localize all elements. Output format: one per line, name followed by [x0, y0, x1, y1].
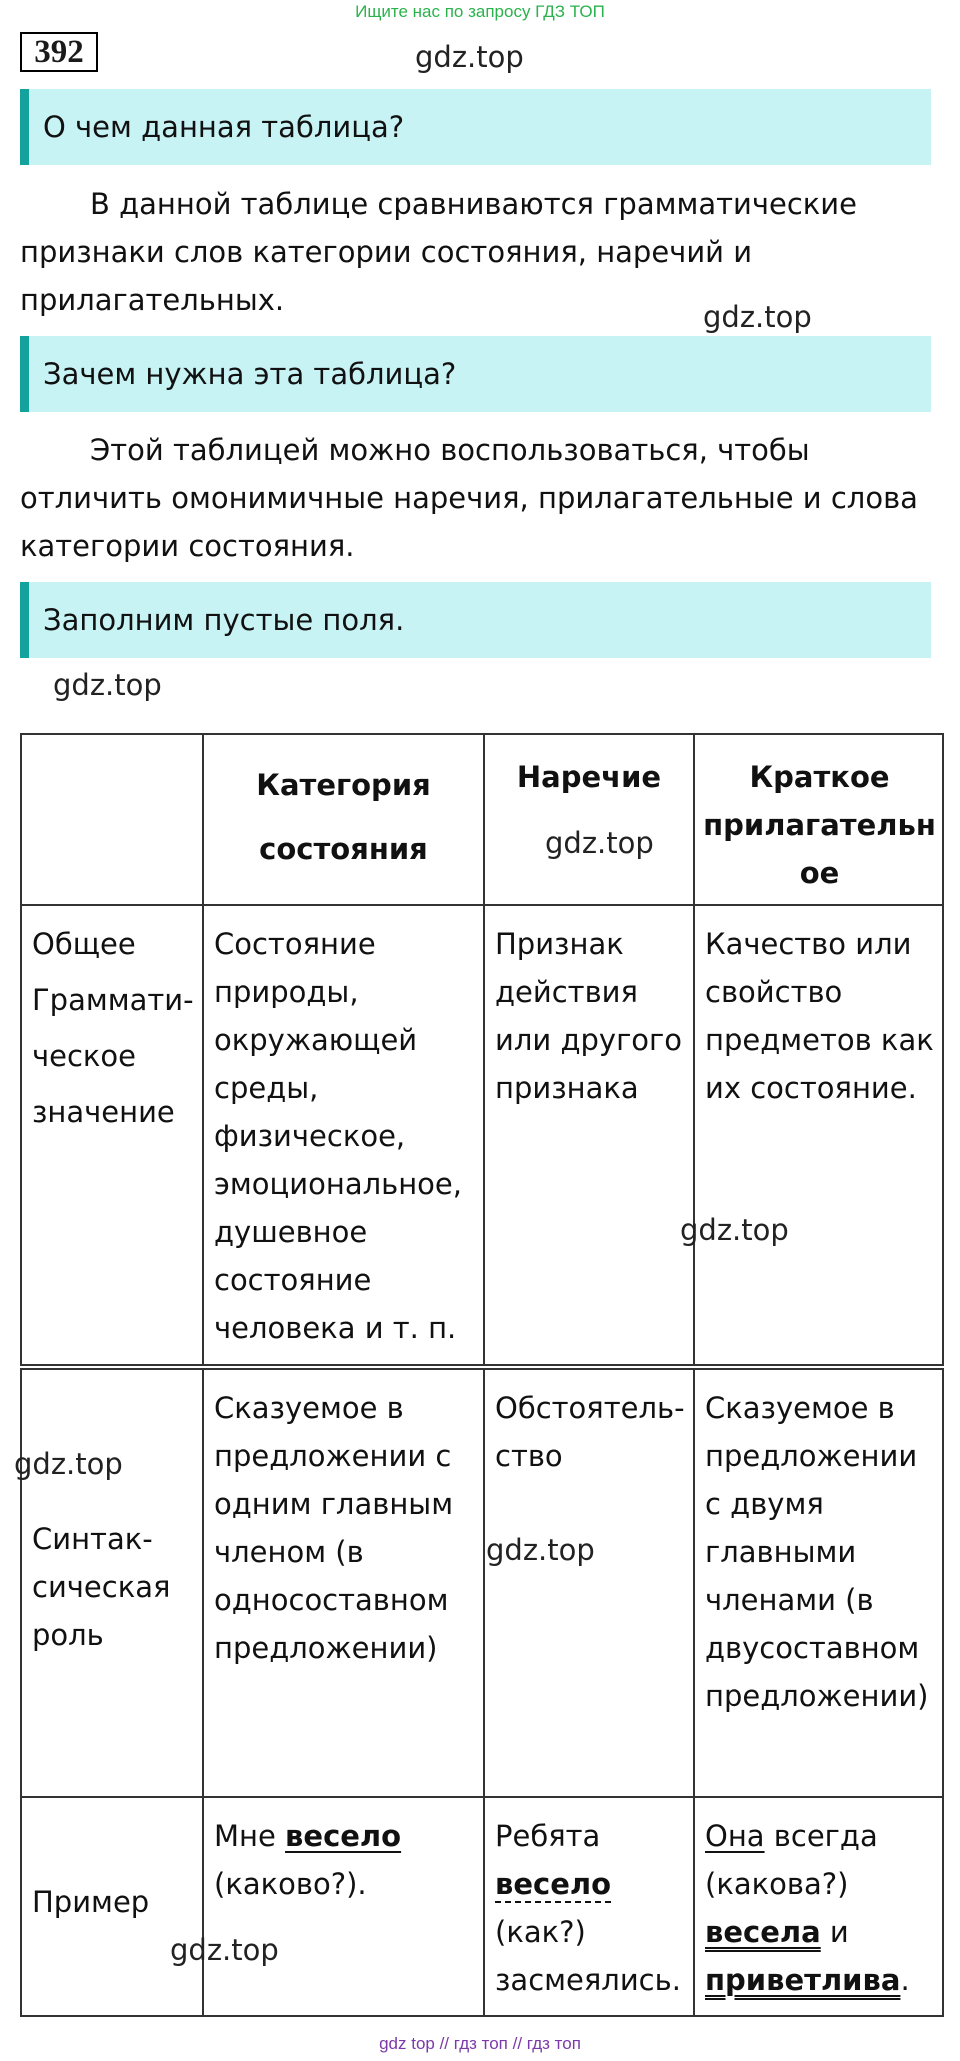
- row-label-example: Пример: [32, 1885, 150, 1919]
- header-short-adjective: Краткое прилагательн ое: [703, 760, 936, 890]
- row-label-meaning: Общее Граммати-ческое значение: [32, 927, 194, 1129]
- watermark: gdz.top: [680, 1213, 789, 1247]
- header-category-of-state: Категория состояния: [256, 768, 431, 866]
- table-row-syntax: [20, 1368, 944, 1798]
- cell-example-adverb: Ребята весело (как?) засмеялись.: [495, 1819, 681, 1997]
- question-banner-1: О чем данная таблица?: [20, 89, 931, 165]
- cell-syntax-adjective: Сказуемое в предложении с двумя главными членами (в двусоставном предложении): [705, 1391, 929, 1713]
- cell-meaning-state: Состояние природы, окружающей среды, физическое, эмоциональное, душевное состояние человека и т. п.: [214, 927, 462, 1345]
- cell-syntax-state: Сказуемое в предложении с одним главным членом (в односоставном предложении): [214, 1391, 454, 1665]
- task-number: 392: [20, 32, 98, 72]
- table-row-meaning: [20, 904, 944, 1366]
- watermark: gdz.top: [703, 300, 812, 334]
- footer-links[interactable]: gdz top // гдз топ // гдз топ: [379, 2034, 581, 2053]
- answer-paragraph-1: В данной таблице сравниваются грамматические признаки слов категории состояния, наречий и прилагательных.: [20, 187, 857, 317]
- row-label-syntax: Синтак-сическая роль: [32, 1522, 171, 1652]
- header-empty: [22, 735, 203, 904]
- cell-meaning-adverb: Признак действия или другого признака: [495, 927, 683, 1105]
- table-header-row: [20, 733, 944, 906]
- answer-paragraph-2: Этой таблицей можно воспользоваться, чтобы отличить омонимичные наречия, прилагательные и слова категории состояния.: [20, 433, 918, 563]
- watermark: gdz.top: [53, 668, 162, 702]
- question-banner-3: Заполним пустые поля.: [20, 582, 931, 658]
- cell-example-state: Мне весело (каково?).: [214, 1819, 402, 1901]
- watermark: gdz.top: [415, 40, 524, 74]
- table-row-example: [20, 1796, 944, 2017]
- watermark: gdz.top: [170, 1933, 279, 1967]
- cell-meaning-adjective: Качество или свойство предметов как их состояние.: [705, 927, 934, 1105]
- watermark: gdz.top: [14, 1447, 123, 1481]
- watermark: gdz.top: [545, 826, 654, 860]
- cell-example-adjective: Она всегда (какова?) весела и приветлива.: [705, 1819, 910, 1997]
- header-adverb: Наречие: [516, 760, 662, 794]
- watermark: gdz.top: [486, 1533, 595, 1567]
- question-banner-2: Зачем нужна эта таблица?: [20, 336, 931, 412]
- top-search-hint[interactable]: Ищите нас по запросу ГДЗ ТОП: [355, 2, 605, 21]
- cell-syntax-adverb: Обстоятель-ство: [495, 1391, 685, 1473]
